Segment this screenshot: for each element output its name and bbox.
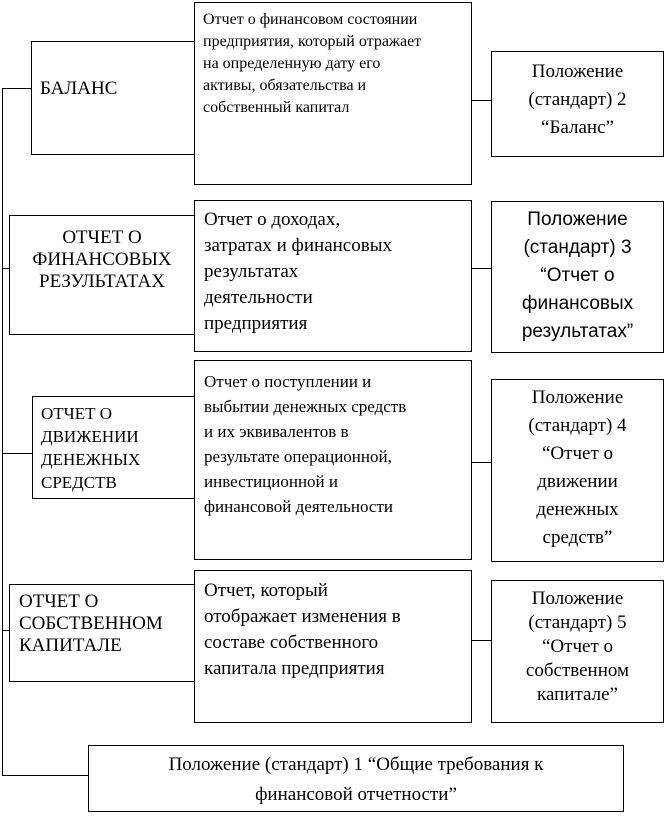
description-box-balance xyxy=(194,2,472,185)
general-standard-box xyxy=(88,745,624,812)
standard-text-4: Положение (стандарт) 4 “Отчет о движении денежных средств” xyxy=(528,387,627,548)
standard-box-2 xyxy=(491,51,664,157)
description-box-equity xyxy=(194,570,472,723)
category-label-financial-results: ОТЧЕТ О ФИНАНСОВЫХ РЕЗУЛЬТАТАХ xyxy=(32,227,172,292)
standard-text-3: Положение (стандарт) 3 “Отчет о финансовых результатах” xyxy=(521,209,634,342)
link-desc-standard-2 xyxy=(471,100,491,101)
standard-box-4 xyxy=(491,379,664,562)
general-standard-text: Положение (стандарт) 1 “Общие требования к финансовой отчетности” xyxy=(168,754,544,805)
category-box-cash-flow xyxy=(32,396,195,499)
description-text-balance: Отчет о финансовом состоянии предприятия, который отражает на определенную дату его активы, обязательства и собственный капитал xyxy=(203,11,422,116)
standard-box-5 xyxy=(491,580,664,723)
description-box-financial-results xyxy=(194,200,472,352)
category-label-balance: БАЛАНС xyxy=(40,78,118,99)
standard-box-3 xyxy=(491,201,664,353)
description-text-financial-results: Отчет о доходах, затратах и финансовых результатах деятельности предприятия xyxy=(204,209,392,334)
standard-text-2: Положение (стандарт) 2 “Баланс” xyxy=(528,61,627,138)
spine-link-balance xyxy=(2,88,31,89)
vertical-spine xyxy=(2,88,3,776)
description-box-cash-flow xyxy=(194,360,472,560)
category-label-cash-flow: ОТЧЕТ О ДВИЖЕНИИ ДЕНЕЖНЫХ СРЕДСТВ xyxy=(41,404,141,492)
category-box-balance xyxy=(31,41,195,155)
description-text-cash-flow: Отчет о поступлении и выбытии денежных средств и их эквивалентов в результате операционной, инвестиционной и финансовой деятельности xyxy=(204,372,407,516)
link-desc-standard-5 xyxy=(471,640,491,641)
spine-link-general xyxy=(2,775,88,776)
category-label-equity: ОТЧЕТ О СОБСТВЕННОМ КАПИТАЛЕ xyxy=(19,591,163,656)
link-desc-standard-4 xyxy=(471,462,491,463)
category-box-financial-results xyxy=(9,215,195,335)
spine-link-cash-flow xyxy=(2,453,32,454)
category-box-equity xyxy=(9,584,195,682)
description-text-equity: Отчет, который отображает изменения в составе собственного капитала предприятия xyxy=(204,580,401,679)
standard-text-5: Положение (стандарт) 5 “Отчет о собственном капитале” xyxy=(525,588,630,705)
link-desc-standard-3 xyxy=(471,268,491,269)
